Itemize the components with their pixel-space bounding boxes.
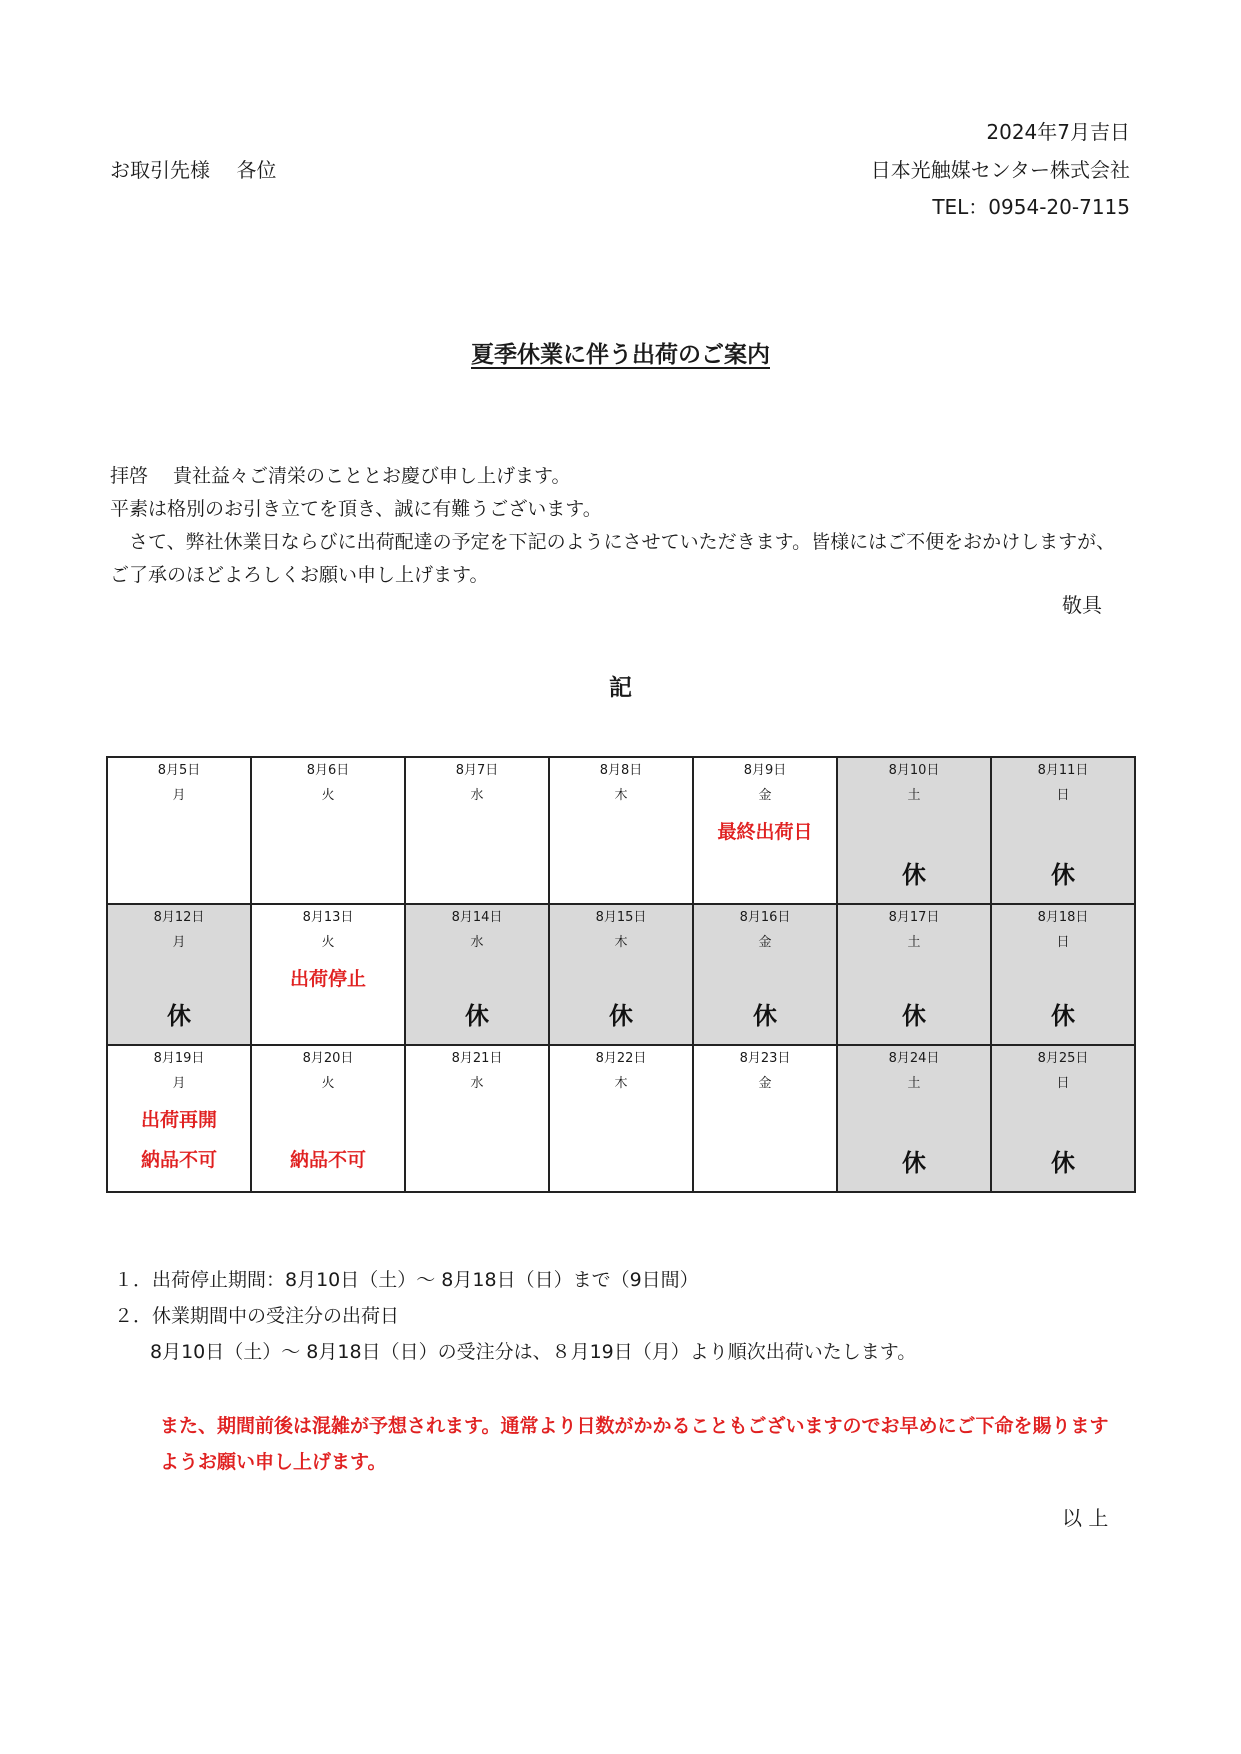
company-tel: TEL：0954-20-7115 — [932, 195, 1130, 219]
calendar-day-cell — [549, 904, 693, 1045]
note-item-2-detail: 8月10日（土）～ 8月18日（日）の受注分は、８月19日（月）より順次出荷いたします。 — [150, 1341, 917, 1363]
notes-list — [114, 1262, 916, 1370]
congestion-warning: また、期間前後は混雑が予想されます。通常より日数がかかることもございますのでお早めにご下命を賜りますようお願い申し上げます。 — [160, 1415, 1109, 1473]
cell-weekday: 火 — [321, 935, 335, 950]
cell-date: 8月13日 — [302, 910, 354, 925]
cell-date: 8月11日 — [1037, 763, 1089, 778]
cell-status-note: 最終出荷日 — [717, 821, 813, 843]
calendar-day-cell — [251, 757, 405, 904]
cell-weekday: 金 — [758, 1076, 772, 1091]
cell-date: 8月19日 — [153, 1051, 205, 1066]
calendar-day-cell — [549, 757, 693, 904]
calendar-day-cell — [837, 904, 991, 1045]
calendar-day-cell — [107, 1045, 251, 1192]
ki-heading: 記 — [609, 675, 632, 701]
cell-date: 8月25日 — [1037, 1051, 1089, 1066]
calendar-day-cell — [107, 904, 251, 1045]
cell-delivery-note: 納品不可 — [289, 1149, 366, 1171]
cell-weekday: 木 — [614, 1076, 628, 1091]
calendar-day-cell — [405, 904, 549, 1045]
cell-weekday: 土 — [907, 1076, 921, 1091]
cell-weekday: 日 — [1056, 1076, 1070, 1091]
cell-delivery-note: 納品不可 — [140, 1149, 217, 1171]
greeting-line-2: 平素は格別のお引き立てを頂き、誠に有難うございます。 — [110, 498, 602, 520]
cell-weekday: 月 — [172, 788, 186, 803]
calendar-day-cell — [107, 757, 251, 904]
cell-date: 8月6日 — [306, 763, 350, 778]
holiday-mark: 休 — [902, 1149, 926, 1177]
cell-weekday: 土 — [907, 788, 921, 803]
holiday-mark: 休 — [167, 1002, 191, 1030]
calendar-day-cell — [405, 757, 549, 904]
cell-date: 8月5日 — [157, 763, 201, 778]
holiday-calendar — [106, 756, 1136, 1193]
cell-weekday: 木 — [614, 935, 628, 950]
cell-date: 8月18日 — [1037, 910, 1089, 925]
cell-weekday: 土 — [907, 935, 921, 950]
calendar-week-row — [107, 757, 1135, 904]
cell-status-note: 出荷停止 — [289, 968, 366, 990]
holiday-mark: 休 — [1051, 1149, 1075, 1177]
holiday-mark: 休 — [1051, 1002, 1075, 1030]
greeting-line-3: さて、弊社休業日ならびに出荷配達の予定を下記のようにさせていただきます。皆様にはご不便をおかけしますが、ご了承のほどよろしくお願い申し上げます。 — [110, 531, 1116, 586]
holiday-mark: 休 — [1051, 861, 1075, 889]
cell-date: 8月21日 — [451, 1051, 503, 1066]
calendar-day-cell — [549, 1045, 693, 1192]
holiday-mark: 休 — [902, 1002, 926, 1030]
cell-date: 8月22日 — [595, 1051, 647, 1066]
page-title: 夏季休業に伴う出荷のご案内 — [471, 342, 770, 368]
calendar-day-cell — [251, 904, 405, 1045]
holiday-mark: 休 — [465, 1002, 489, 1030]
calendar-day-cell — [837, 757, 991, 904]
cell-weekday: 日 — [1056, 935, 1070, 950]
calendar-day-cell — [991, 1045, 1135, 1192]
cell-weekday: 火 — [321, 1076, 335, 1091]
calendar-week-row — [107, 1045, 1135, 1192]
cell-date: 8月20日 — [302, 1051, 354, 1066]
holiday-mark: 休 — [902, 861, 926, 889]
cell-weekday: 日 — [1056, 788, 1070, 803]
calendar-day-cell — [251, 1045, 405, 1192]
holiday-mark: 休 — [753, 1002, 777, 1030]
company-name: 日本光触媒センター株式会社 — [870, 158, 1130, 182]
cell-date: 8月23日 — [739, 1051, 791, 1066]
cell-weekday: 金 — [758, 788, 772, 803]
holiday-mark: 休 — [609, 1002, 633, 1030]
cell-date: 8月7日 — [455, 763, 499, 778]
cell-date: 8月17日 — [888, 910, 940, 925]
cell-weekday: 金 — [758, 935, 772, 950]
cell-date: 8月8日 — [599, 763, 643, 778]
calendar-day-cell — [837, 1045, 991, 1192]
cell-date: 8月15日 — [595, 910, 647, 925]
calendar-week-row — [107, 904, 1135, 1045]
recipient: お取引先様 各位 — [110, 158, 277, 182]
issue-date: 2024年7月吉日 — [986, 120, 1130, 144]
cell-date: 8月9日 — [743, 763, 787, 778]
cell-weekday: 木 — [614, 788, 628, 803]
cell-weekday: 水 — [470, 1076, 484, 1091]
greeting-body — [110, 460, 1130, 592]
calendar-body — [107, 757, 1135, 1192]
cell-date: 8月14日 — [451, 910, 503, 925]
greeting-line-1: 拝啓 貴社益々ご清栄のこととお慶び申し上げます。 — [110, 465, 571, 487]
cell-weekday: 水 — [470, 788, 484, 803]
note-item-2: ２．休業期間中の受注分の出荷日 — [114, 1305, 400, 1327]
cell-date: 8月24日 — [888, 1051, 940, 1066]
cell-weekday: 火 — [321, 788, 335, 803]
calendar-day-cell — [693, 757, 837, 904]
calendar-day-cell — [693, 904, 837, 1045]
cell-date: 8月12日 — [153, 910, 205, 925]
calendar-day-cell — [405, 1045, 549, 1192]
cell-status-note: 出荷再開 — [140, 1109, 217, 1131]
cell-date: 8月16日 — [739, 910, 791, 925]
cell-weekday: 水 — [470, 935, 484, 950]
cell-weekday: 月 — [172, 935, 186, 950]
cell-weekday: 月 — [172, 1076, 186, 1091]
calendar-day-cell — [991, 757, 1135, 904]
closing-ijo: 以 上 — [1062, 1506, 1109, 1530]
calendar-day-cell — [693, 1045, 837, 1192]
cell-date: 8月10日 — [888, 763, 940, 778]
closing-keigu: 敬具 — [1062, 593, 1102, 617]
note-item-1: １．出荷停止期間：8月10日（土）～ 8月18日（日）まで（9日間） — [114, 1269, 699, 1291]
calendar-day-cell — [991, 904, 1135, 1045]
